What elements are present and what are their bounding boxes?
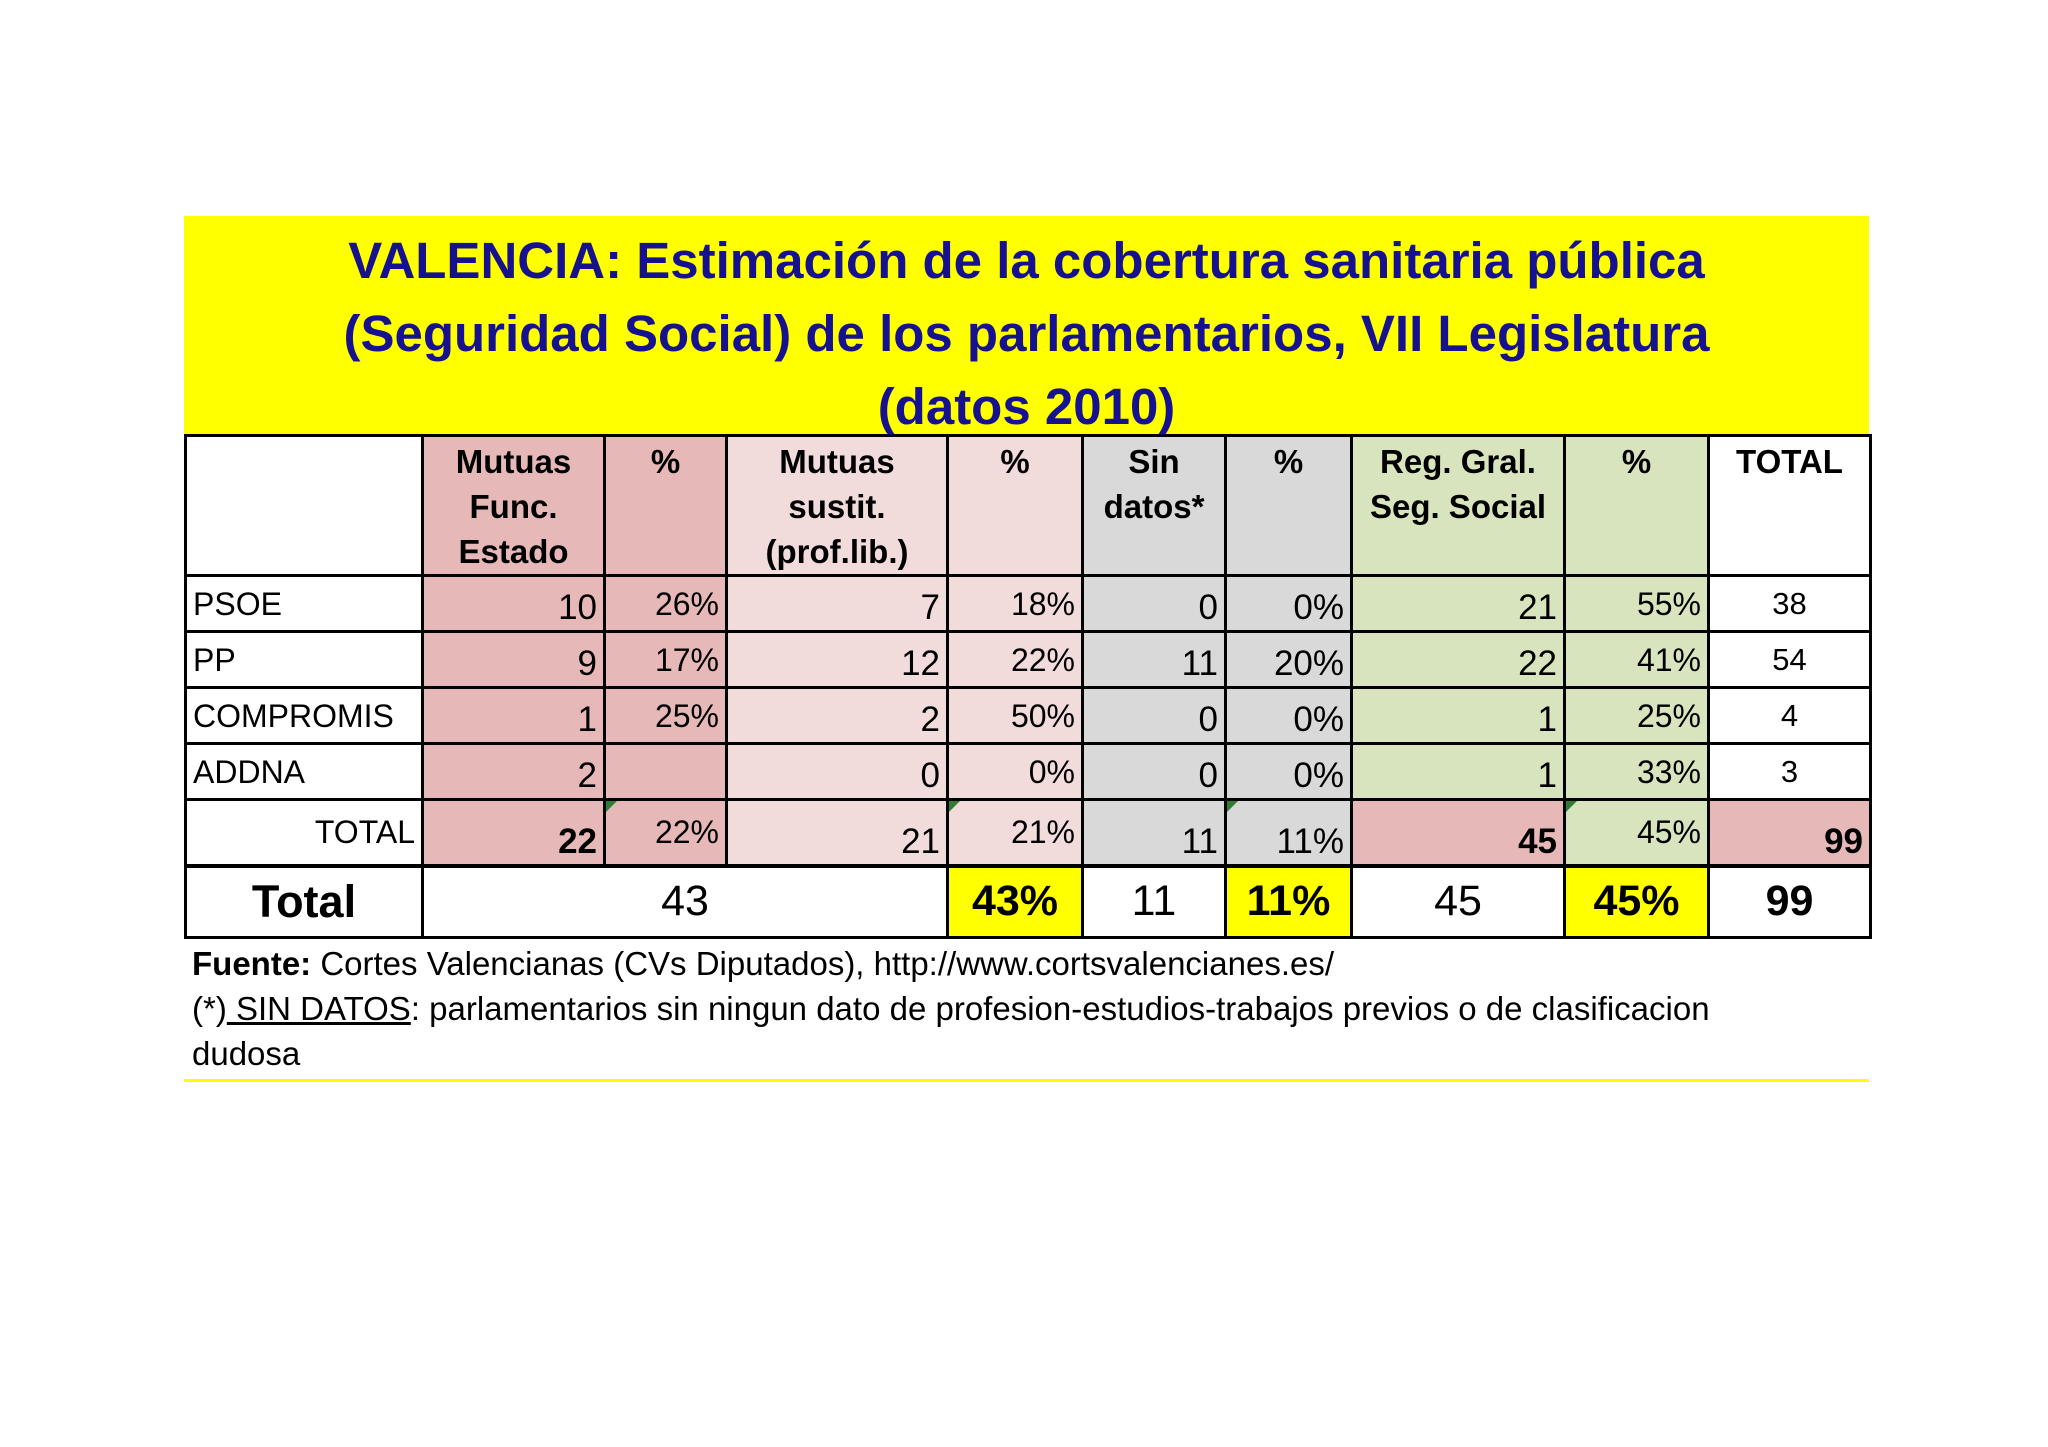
cell-pct-reg-gral: 41% <box>1565 632 1709 688</box>
cell-sin-datos: 11 <box>1083 800 1226 866</box>
header-total: TOTAL <box>1709 436 1871 576</box>
cell-pct-mutuas-sustit: 21% <box>948 800 1083 866</box>
cell-pct-sin-datos: 20% <box>1226 632 1352 688</box>
summary-label: Total <box>186 866 423 938</box>
cell-pct-sin-datos: 0% <box>1226 688 1352 744</box>
cell-pct-mutuas-sustit: 50% <box>948 688 1083 744</box>
cell-pct-mutuas-func: 25% <box>605 688 727 744</box>
row-label: PSOE <box>186 576 423 632</box>
header-empty-cell <box>186 436 423 576</box>
summary-reg-gral: 45 <box>1352 866 1565 938</box>
cell-pct-sin-datos: 0% <box>1226 576 1352 632</box>
header-mutuas-sustit: Mutuas sustit. (prof.lib.) <box>727 436 948 576</box>
row-label: COMPROMIS <box>186 688 423 744</box>
cell-sin-datos: 0 <box>1083 744 1226 800</box>
cell-mutuas-func: 2 <box>423 744 605 800</box>
summary-reg-gral-pct: 45% <box>1565 866 1709 938</box>
cell-pct-mutuas-sustit: 22% <box>948 632 1083 688</box>
cell-total: 54 <box>1709 632 1871 688</box>
title-line-2: (Seguridad Social) de los parlamentarios, VII Legislatura <box>343 305 1710 362</box>
cell-mutuas-sustit: 0 <box>727 744 948 800</box>
header-row <box>186 436 1871 576</box>
table-row-addna <box>186 744 1871 800</box>
footnote-text: : parlamentarios sin ningun dato de profesion-estudios-trabajos previos o de clasificacion <box>410 990 1710 1027</box>
cell-reg-gral: 45 <box>1352 800 1565 866</box>
table-row-pp <box>186 632 1871 688</box>
summary-sin-datos: 11 <box>1083 866 1226 938</box>
cell-reg-gral: 21 <box>1352 576 1565 632</box>
table-row-compromis <box>186 688 1871 744</box>
cell-pct-mutuas-sustit: 18% <box>948 576 1083 632</box>
footnotes <box>184 941 1869 1076</box>
coverage-table <box>184 434 1872 939</box>
title-band <box>184 216 1869 434</box>
table-row-totals <box>186 800 1871 866</box>
header-sin-datos: Sin datos* <box>1083 436 1226 576</box>
cell-pct-reg-gral: 33% <box>1565 744 1709 800</box>
cell-mutuas-sustit: 21 <box>727 800 948 866</box>
row-label: ADDNA <box>186 744 423 800</box>
cell-reg-gral: 22 <box>1352 632 1565 688</box>
header-pct-mutuas-sustit: % <box>948 436 1083 576</box>
cell-mutuas-sustit: 7 <box>727 576 948 632</box>
source-line <box>192 941 1869 986</box>
row-label: TOTAL <box>186 800 423 866</box>
spreadsheet-sheet <box>184 216 1869 1076</box>
footnote-line-2: dudosa <box>192 1035 301 1072</box>
header-mutuas-func: Mutuas Func. Estado <box>423 436 605 576</box>
table-row-summary <box>186 866 1871 938</box>
header-reg-gral: Reg. Gral. Seg. Social <box>1352 436 1565 576</box>
cell-pct-mutuas-func <box>605 744 727 800</box>
cell-mutuas-sustit: 12 <box>727 632 948 688</box>
cell-pct-sin-datos: 11% <box>1226 800 1352 866</box>
cell-mutuas-func: 22 <box>423 800 605 866</box>
yellow-divider <box>184 1079 1869 1082</box>
cell-pct-mutuas-func: 26% <box>605 576 727 632</box>
cell-mutuas-func: 1 <box>423 688 605 744</box>
header-pct-mutuas-func: % <box>605 436 727 576</box>
cell-sin-datos: 0 <box>1083 576 1226 632</box>
cell-pct-mutuas-sustit: 0% <box>948 744 1083 800</box>
summary-total: 99 <box>1709 866 1871 938</box>
cell-pct-reg-gral: 45% <box>1565 800 1709 866</box>
summary-mutuas-pct: 43% <box>948 866 1083 938</box>
header-pct-reg-gral: % <box>1565 436 1709 576</box>
cell-reg-gral: 1 <box>1352 688 1565 744</box>
title-line-1: VALENCIA: Estimación de la cobertura sanitaria pública <box>348 232 1705 289</box>
source-label: Fuente: <box>192 945 312 982</box>
cell-total: 4 <box>1709 688 1871 744</box>
header-pct-sin-datos: % <box>1226 436 1352 576</box>
footnote-line <box>192 986 1869 1031</box>
cell-pct-reg-gral: 25% <box>1565 688 1709 744</box>
cell-total: 99 <box>1709 800 1871 866</box>
cell-total: 3 <box>1709 744 1871 800</box>
footnote-prefix: (*) <box>192 990 227 1027</box>
row-label: PP <box>186 632 423 688</box>
cell-mutuas-func: 10 <box>423 576 605 632</box>
cell-mutuas-func: 9 <box>423 632 605 688</box>
summary-mutuas: 43 <box>423 866 948 938</box>
cell-pct-sin-datos: 0% <box>1226 744 1352 800</box>
cell-pct-mutuas-func: 22% <box>605 800 727 866</box>
source-text: Cortes Valencianas (CVs Diputados), http://www.cortsvalencianes.es/ <box>320 945 1335 982</box>
footnote-term: SIN DATOS <box>226 990 411 1027</box>
title-line-3: (datos 2010) <box>877 378 1176 435</box>
cell-total: 38 <box>1709 576 1871 632</box>
cell-mutuas-sustit: 2 <box>727 688 948 744</box>
cell-pct-reg-gral: 55% <box>1565 576 1709 632</box>
cell-pct-mutuas-func: 17% <box>605 632 727 688</box>
cell-sin-datos: 0 <box>1083 688 1226 744</box>
summary-sin-datos-pct: 11% <box>1226 866 1352 938</box>
cell-reg-gral: 1 <box>1352 744 1565 800</box>
table-row-psoe <box>186 576 1871 632</box>
cell-sin-datos: 11 <box>1083 632 1226 688</box>
